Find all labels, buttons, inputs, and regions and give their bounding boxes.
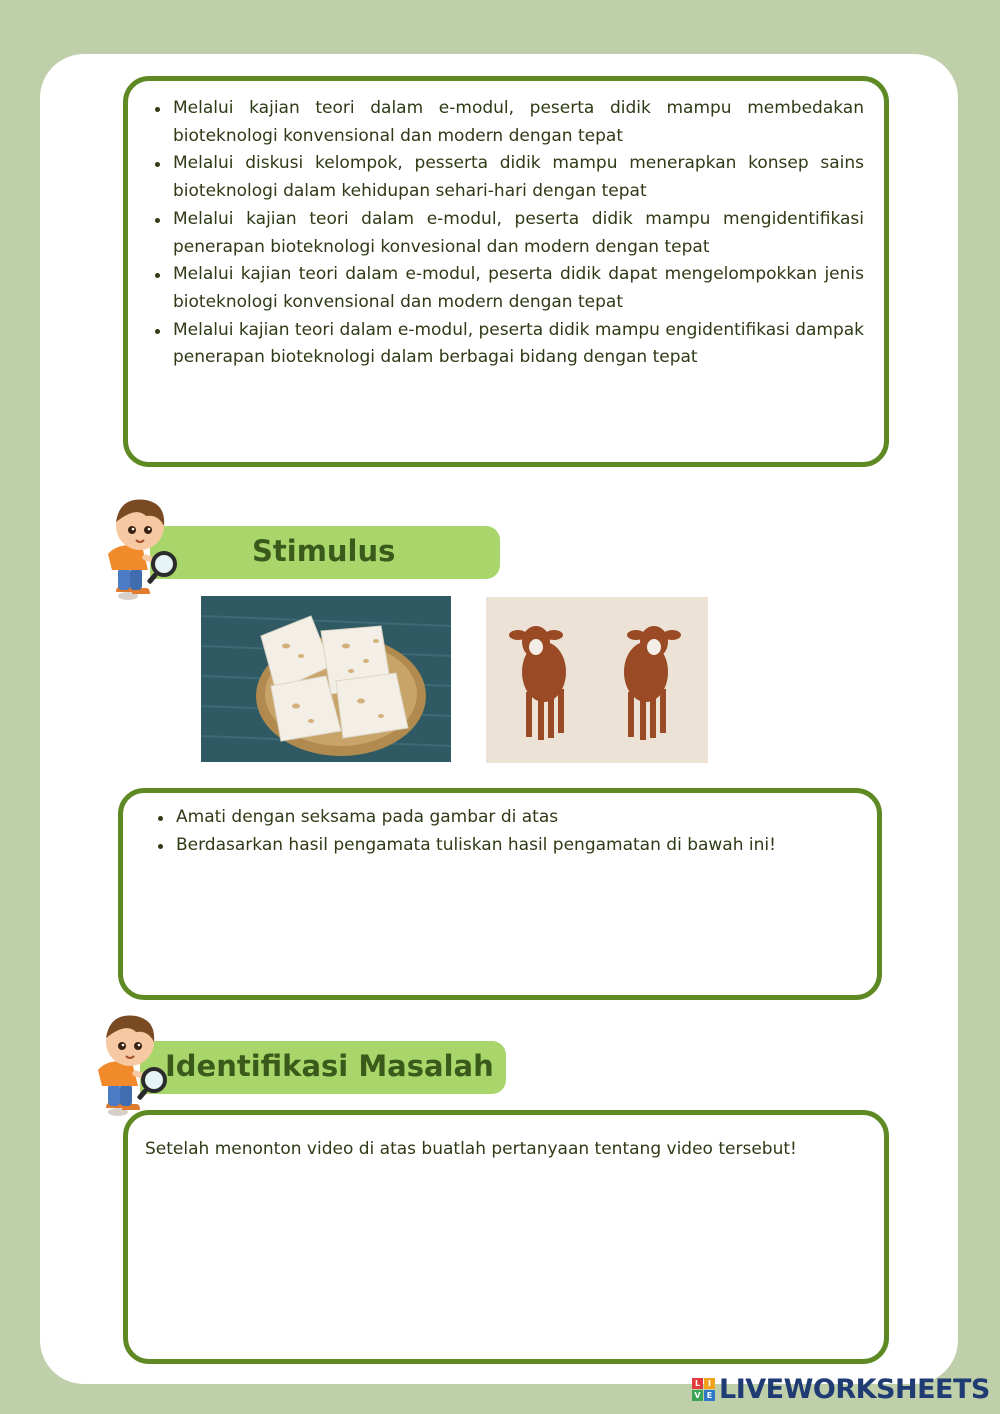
objective-item: Melalui kajian teori dalam e-modul, peserta didik mampu mengidentifikasi penerapan bioteknologi konvesional dan modern dengan tepat [150, 206, 864, 261]
objective-item: Melalui diskusi kelompok, pesserta didik mampu menerapkan konsep sains bioteknologi dalam kehidupan sehari-hari dengan tepat [150, 150, 864, 205]
objectives-list [150, 95, 864, 372]
stimulus-banner [150, 526, 500, 579]
logo-letter: V [692, 1390, 703, 1401]
learning-objectives-box [123, 76, 889, 467]
logo-text: LIVEWORKSHEETS [719, 1373, 990, 1405]
liveworksheets-logo[interactable] [692, 1372, 990, 1406]
logo-letter: I [704, 1378, 715, 1389]
logo-blocks-icon [692, 1378, 715, 1401]
instruction-list [153, 804, 863, 859]
logo-letter: E [704, 1390, 715, 1401]
stimulus-title: Stimulus [252, 534, 396, 568]
logo-letter: L [692, 1378, 703, 1389]
boy-with-magnifying-glass-icon [88, 496, 188, 606]
instruction-item: Berdasarkan hasil pengamata tuliskan hasil pengamatan di bawah ini! [153, 832, 863, 860]
identifikasi-masalah-title: Identifikasi Masalah [165, 1049, 494, 1083]
tempeh-basket-image [201, 596, 451, 762]
objective-item: Melalui kajian teori dalam e-modul, peserta didik mampu engidentifikasi dampak penerapan bioteknologi dalam berbagai bidang dengan tepat [150, 317, 864, 372]
instruction-item: Amati dengan seksama pada gambar di atas [153, 804, 863, 832]
cloned-calves-image [486, 597, 708, 763]
observation-task-box[interactable] [118, 788, 882, 1000]
objective-item: Melalui kajian teori dalam e-modul, peserta didik dapat mengelompokkan jenis bioteknologi konvensional dan modern dengan tepat [150, 261, 864, 316]
identifikasi-masalah-banner [140, 1041, 506, 1094]
boy-with-magnifying-glass-icon [78, 1012, 178, 1122]
question-prompt: Setelah menonton video di atas buatlah pertanyaan tentang video tersebut! [145, 1139, 797, 1159]
question-answer-box[interactable] [123, 1110, 889, 1364]
objective-item: Melalui kajian teori dalam e-modul, peserta didik mampu membedakan bioteknologi konvensional dan modern dengan tepat [150, 95, 864, 150]
